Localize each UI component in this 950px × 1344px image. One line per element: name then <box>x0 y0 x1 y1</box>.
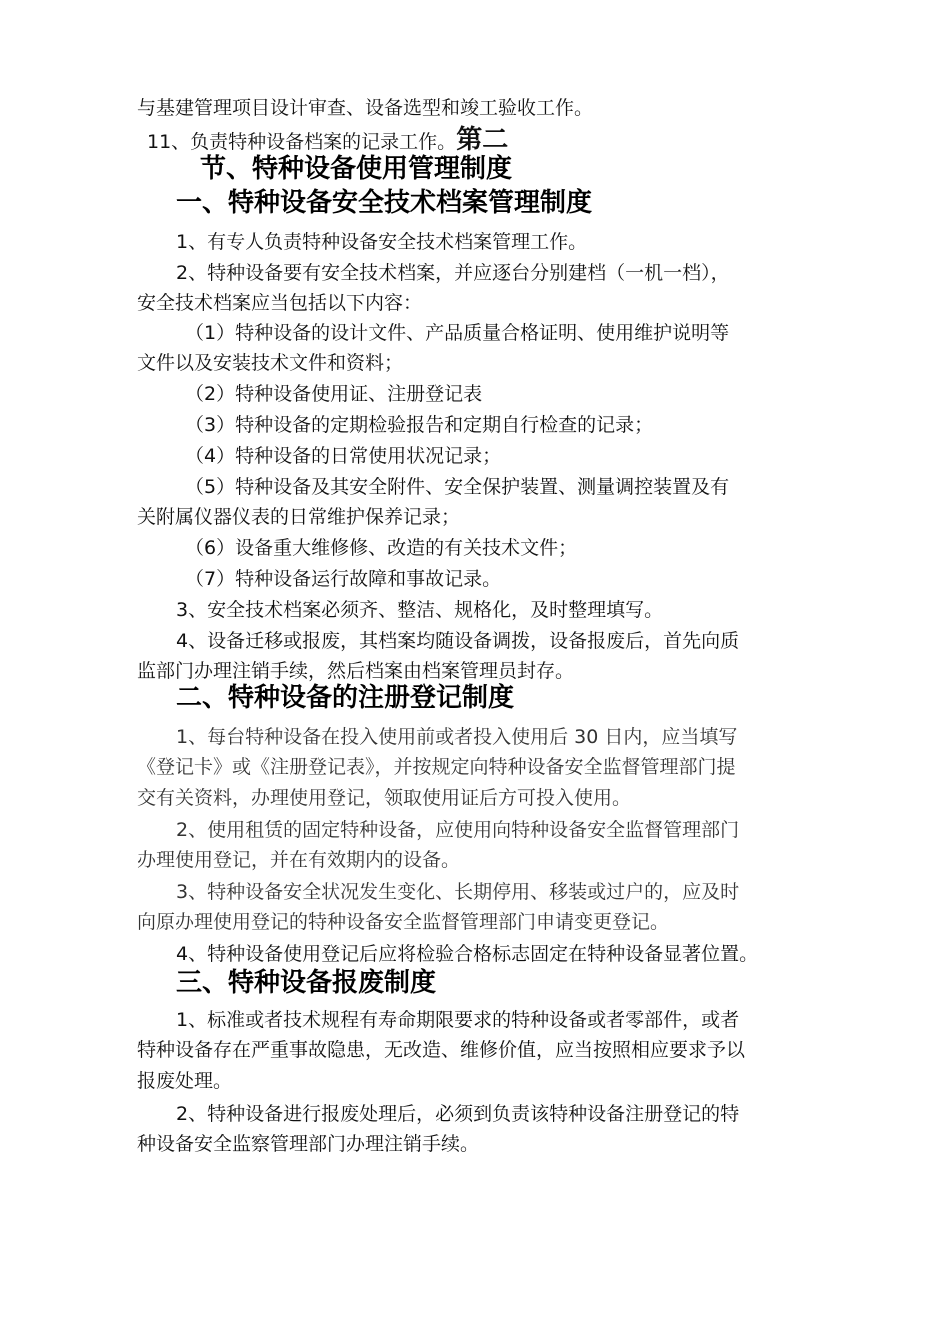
part1-sub-5-line-1: （5）特种设备及其安全附件、安全保护装置、测量调控装置及有 <box>185 476 730 498</box>
part2-para-3-line-2: 向原办理使用登记的特种设备安全监督管理部门申请变更登记。 <box>137 911 670 933</box>
part1-para-4-line-2: 监部门办理注销手续，然后档案由档案管理员封存。 <box>137 660 575 682</box>
part2-para-2-line-1: 2、使用租赁的固定特种设备，应使用向特种设备安全监督管理部门 <box>176 819 740 841</box>
part3-para-1-line-3: 报废处理。 <box>137 1070 233 1092</box>
part2-para-2-line-2: 办理使用登记，并在有效期内的设备。 <box>137 849 461 871</box>
part3-para-1-line-2: 特种设备存在严重事故隐患，无改造、维修价值，应当按照相应要求予以 <box>137 1039 746 1061</box>
part1-para-4-line-1: 4、设备迁移或报废，其档案均随设备调拨，设备报废后，首先向质 <box>176 630 740 652</box>
intro-continuation-line: 与基建管理项目设计审查、设备选型和竣工验收工作。 <box>137 97 594 119</box>
part2-para-1-line-2: 《登记卡》或《注册登记表》，并按规定向特种设备安全监督管理部门提 <box>137 756 736 778</box>
part1-sub-7: （7）特种设备运行故障和事故记录。 <box>185 568 502 590</box>
part1-sub-2: （2）特种设备使用证、注册登记表 <box>185 383 483 405</box>
part2-heading: 二、特种设备的注册登记制度 <box>176 683 515 713</box>
part2-para-1-line-1: 1、每台特种设备在投入使用前或者投入使用后 30 日内，应当填写 <box>176 726 738 748</box>
part3-para-2-line-2: 种设备安全监察管理部门办理注销手续。 <box>137 1133 480 1155</box>
item-11-text: 11、负责特种设备档案的记录工作。 <box>147 131 457 153</box>
part1-para-1: 1、有专人负责特种设备安全技术档案管理工作。 <box>176 231 588 253</box>
part1-sub-5-line-2: 关附属仪器仪表的日常维护保养记录； <box>137 506 461 528</box>
part1-para-2-line-1: 2、特种设备要有安全技术档案，并应逐台分别建档（一机一档）， <box>176 262 730 284</box>
part1-sub-6: （6）设备重大维修修、改造的有关技术文件； <box>185 537 578 559</box>
part3-para-2-line-1: 2、特种设备进行报废处理后，必须到负责该特种设备注册登记的特 <box>176 1103 740 1125</box>
part1-para-3: 3、安全技术档案必须齐、整洁、规格化，及时整理填写。 <box>176 599 664 621</box>
intro-item-11 <box>147 127 508 153</box>
part3-heading: 三、特种设备报废制度 <box>176 968 437 998</box>
part2-para-3-line-1: 3、特种设备安全状况发生变化、长期停用、移装或过户的，应及时 <box>176 881 740 903</box>
part3-para-1-line-1: 1、标准或者技术规程有寿命期限要求的特种设备或者零部件，或者 <box>176 1009 740 1031</box>
part1-para-2-line-2: 安全技术档案应当包括以下内容： <box>137 292 423 314</box>
part1-sub-4: （4）特种设备的日常使用状况记录； <box>185 445 502 467</box>
part2-para-1-line-3: 交有关资料，办理使用登记，领取使用证后方可投入使用。 <box>137 787 632 809</box>
part1-sub-1-line-1: （1）特种设备的设计文件、产品质量合格证明、使用维护说明等 <box>185 322 730 344</box>
part1-sub-3: （3）特种设备的定期检验报告和定期自行检查的记录； <box>185 414 654 436</box>
part2-para-4: 4、特种设备使用登记后应将检验合格标志固定在特种设备显著位置。 <box>176 943 759 965</box>
part1-heading: 一、特种设备安全技术档案管理制度 <box>176 188 593 218</box>
section-title-start: 第二 <box>456 125 509 155</box>
section-title: 节、特种设备使用管理制度 <box>200 154 513 184</box>
part1-sub-1-line-2: 文件以及安装技术文件和资料； <box>137 352 404 374</box>
